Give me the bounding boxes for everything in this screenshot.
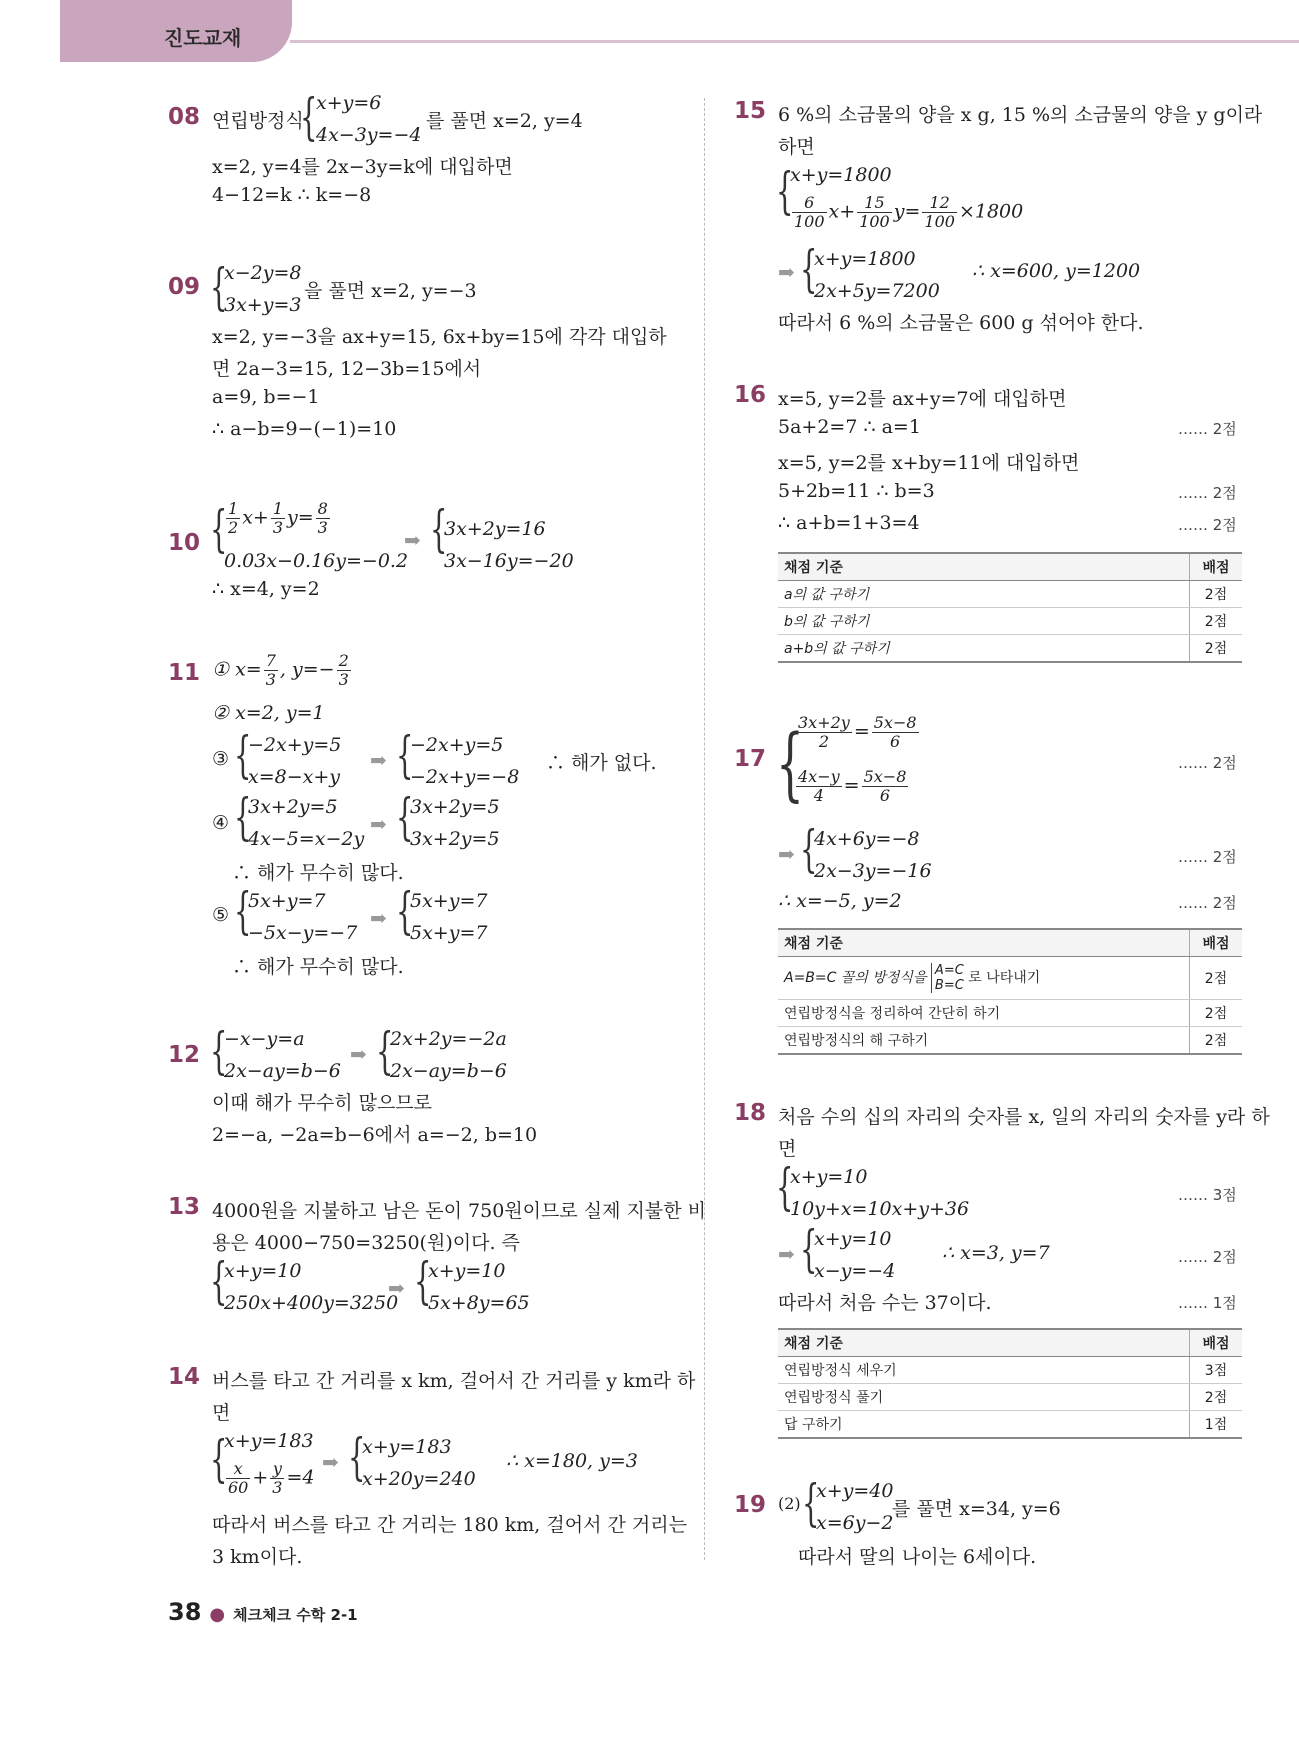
table-header: 배점 bbox=[1190, 929, 1243, 957]
equation: x+20y=240 bbox=[362, 1468, 476, 1490]
brace: { bbox=[348, 1428, 366, 1486]
arrow-icon: ➡ bbox=[370, 812, 387, 836]
problem-number: 10 bbox=[168, 530, 201, 556]
equation: x+y=10 bbox=[814, 1228, 892, 1250]
scoring-table-16 bbox=[778, 552, 1242, 663]
brace: { bbox=[414, 1252, 432, 1310]
text: x=2, y=4를 2x−3y=k에 대입하면 bbox=[212, 156, 513, 178]
brace: { bbox=[396, 726, 414, 784]
footer bbox=[168, 1598, 358, 1626]
text: a=9, b=−1 bbox=[212, 386, 320, 408]
text: 하면 bbox=[778, 136, 815, 158]
text: 4000원을 지불하고 남은 돈이 750원이므로 실제 지불한 비 bbox=[212, 1200, 706, 1222]
arrow-icon: ➡ bbox=[370, 748, 387, 772]
table-row: b의 값 구하기 2점 bbox=[778, 608, 1242, 635]
equation: x=6y−2 bbox=[816, 1512, 894, 1534]
table-row: a의 값 구하기 2점 bbox=[778, 581, 1242, 608]
equation: 2x−ay=b−6 bbox=[390, 1060, 507, 1082]
equation: 4x+6y=−8 bbox=[814, 828, 920, 850]
score-note: …… 2점 bbox=[1178, 420, 1237, 438]
equation: x+y=40 bbox=[816, 1480, 894, 1502]
score-note: …… 3점 bbox=[1178, 1186, 1237, 1204]
equation: −5x−y=−7 bbox=[248, 922, 358, 944]
header-tab-label: 진도교재 bbox=[164, 26, 242, 50]
text: ∴ x=180, y=3 bbox=[506, 1450, 638, 1472]
equation: 3x+2y=5 bbox=[248, 796, 338, 818]
brace: { bbox=[234, 882, 252, 940]
text: 면 bbox=[212, 1402, 231, 1424]
page-number: 38 bbox=[168, 1598, 202, 1626]
table-header: 배점 bbox=[1190, 553, 1243, 581]
problem-number: 08 bbox=[168, 104, 201, 130]
brace: { bbox=[802, 1474, 820, 1532]
problem-number: 13 bbox=[168, 1194, 201, 1220]
text: 를 풀면 x=34, y=6 bbox=[892, 1498, 1061, 1520]
table-header: 채점 기준 bbox=[778, 553, 1190, 581]
brace: { bbox=[776, 1158, 794, 1216]
text: 를 풀면 x=2, y=4 bbox=[426, 110, 583, 132]
brace: { bbox=[776, 162, 794, 220]
arrow-icon: ➡ bbox=[778, 1242, 795, 1266]
arrow-icon: ➡ bbox=[404, 528, 421, 552]
text: 면 bbox=[778, 1138, 797, 1160]
problem-number: 18 bbox=[734, 1100, 767, 1126]
equation: x+y=183 bbox=[362, 1436, 452, 1458]
equation: 3x+2y=16 bbox=[444, 518, 546, 540]
text: 면 2a−3=15, 12−3b=15에서 bbox=[212, 358, 482, 380]
brace: { bbox=[210, 1022, 228, 1080]
equation: x+y=6 bbox=[316, 92, 382, 114]
equation: $\frac{x}{60}$ + $\frac{y}{3}$ =4 bbox=[228, 1459, 315, 1497]
problem-number: 09 bbox=[168, 274, 201, 300]
arrow-icon: ➡ bbox=[778, 842, 795, 866]
text: x=5, y=2를 ax+y=7에 대입하면 bbox=[778, 388, 1067, 410]
scoring-table-18 bbox=[778, 1328, 1242, 1439]
equation: x−y=−4 bbox=[814, 1260, 896, 1282]
table-row: A=B=C 꼴의 방정식을 A=C B=C 로 나타내기 2점 bbox=[778, 957, 1242, 1000]
brace: { bbox=[376, 1022, 394, 1080]
brace: { bbox=[210, 500, 228, 558]
equation: 5x+8y=65 bbox=[428, 1292, 530, 1314]
table-row: 연립방정식의 해 구하기 2점 bbox=[778, 1027, 1242, 1055]
text: 3 km이다. bbox=[212, 1546, 303, 1568]
score-note: …… 2점 bbox=[1178, 484, 1237, 502]
table-row: a+b의 값 구하기 2점 bbox=[778, 635, 1242, 663]
equation: 5x+y=7 bbox=[248, 890, 326, 912]
equation: −2x+y=5 bbox=[248, 734, 342, 756]
score-note: …… 2점 bbox=[1178, 894, 1237, 912]
text: 따라서 버스를 타고 간 거리는 180 km, 걸어서 간 거리는 bbox=[212, 1514, 687, 1536]
choice-3-label: ③ bbox=[212, 748, 230, 770]
brace: { bbox=[776, 717, 804, 810]
equation: 5x+y=7 bbox=[410, 922, 488, 944]
problem-number: 19 bbox=[734, 1492, 767, 1518]
text: ∴ x=−5, y=2 bbox=[778, 890, 902, 912]
text: 따라서 처음 수는 37이다. bbox=[778, 1292, 992, 1314]
score-note: …… 2점 bbox=[1178, 1248, 1237, 1266]
equation: 3x+2y=5 bbox=[410, 828, 500, 850]
text: 5+2b=11 ∴ b=3 bbox=[778, 480, 935, 502]
equation: 10y+x=10x+y+36 bbox=[790, 1198, 970, 1220]
equation: x+y=183 bbox=[224, 1430, 314, 1452]
equation: 2x+5y=7200 bbox=[814, 280, 940, 302]
equation: 4x−3y=−4 bbox=[316, 124, 422, 146]
equation: $\frac{3x+2y}{2}$ = $\frac{5x-8}{6}$ bbox=[798, 713, 917, 751]
problem-number: 12 bbox=[168, 1042, 201, 1068]
equation: 4x−5=x−2y bbox=[248, 828, 365, 850]
table-header: 채점 기준 bbox=[778, 1329, 1190, 1357]
equation: −2x+y=−8 bbox=[410, 766, 520, 788]
equation: −2x+y=5 bbox=[410, 734, 504, 756]
text: 4−12=k ∴ k=−8 bbox=[212, 184, 372, 206]
problem-number: 16 bbox=[734, 382, 767, 408]
brace: { bbox=[396, 788, 414, 846]
equation: −x−y=a bbox=[224, 1028, 305, 1050]
subpart-label: (2) bbox=[778, 1494, 801, 1513]
equation: x+y=1800 bbox=[814, 248, 916, 270]
choice-5-label: ⑤ bbox=[212, 904, 230, 926]
arrow-icon: ➡ bbox=[388, 1276, 405, 1300]
choice-1: ① x= $\frac{7}{3}$ , y=− $\frac{2}{3}$ bbox=[212, 651, 349, 689]
arrow-icon: ➡ bbox=[322, 1450, 339, 1474]
text: ∴ x=3, y=7 bbox=[942, 1242, 1050, 1264]
text: x=5, y=2를 x+by=11에 대입하면 bbox=[778, 452, 1080, 474]
problem-number: 11 bbox=[168, 660, 201, 686]
text: 5a+2=7 ∴ a=1 bbox=[778, 416, 921, 438]
equation: 3x+y=3 bbox=[224, 294, 302, 316]
text: ∴ 해가 없다. bbox=[546, 752, 657, 774]
text: ∴ a+b=1+3=4 bbox=[778, 512, 920, 534]
brace: { bbox=[430, 500, 448, 558]
equation: x+y=10 bbox=[790, 1166, 868, 1188]
text: 따라서 딸의 나이는 6세이다. bbox=[798, 1546, 1037, 1568]
book-title: 체크체크 수학 2-1 bbox=[233, 1606, 358, 1624]
text: 처음 수의 십의 자리의 숫자를 x, 일의 자리의 숫자를 y라 하 bbox=[778, 1106, 1270, 1128]
brace: { bbox=[396, 882, 414, 940]
header-tab bbox=[60, 0, 292, 62]
text: 6 %의 소금물의 양을 x g, 15 %의 소금물의 양을 y g이라 bbox=[778, 104, 1263, 126]
text: 버스를 타고 간 거리를 x km, 걸어서 간 거리를 y km라 하 bbox=[212, 1370, 696, 1392]
table-row: 답 구하기 1점 bbox=[778, 1411, 1242, 1439]
equation: 2x−3y=−16 bbox=[814, 860, 932, 882]
equation: $\frac{4x-y}{4}$ = $\frac{5x-8}{6}$ bbox=[798, 767, 907, 805]
equation: 3x−16y=−20 bbox=[444, 550, 574, 572]
equation: 2x−ay=b−6 bbox=[224, 1060, 341, 1082]
brace: { bbox=[800, 820, 818, 878]
brace: { bbox=[210, 258, 228, 316]
text: ∴ 해가 무수히 많다. bbox=[232, 956, 404, 978]
brace: { bbox=[210, 1252, 228, 1310]
brace: { bbox=[800, 240, 818, 298]
arrow-icon: ➡ bbox=[350, 1042, 367, 1066]
equation: x=8−x+y bbox=[248, 766, 341, 788]
arrow-icon: ➡ bbox=[778, 260, 795, 284]
choice-2: ② x=2, y=1 bbox=[212, 702, 325, 724]
text: x=2, y=−3을 ax+y=15, 6x+by=15에 각각 대입하 bbox=[212, 326, 667, 348]
arrow-icon: ➡ bbox=[370, 906, 387, 930]
problem-number: 14 bbox=[168, 1364, 201, 1390]
text: ∴ a−b=9−(−1)=10 bbox=[212, 418, 397, 440]
score-note: …… 2점 bbox=[1178, 754, 1237, 772]
table-header: 배점 bbox=[1190, 1329, 1243, 1357]
scoring-table-17 bbox=[778, 928, 1242, 1055]
problem-number: 15 bbox=[734, 98, 767, 124]
choice-4-label: ④ bbox=[212, 812, 230, 834]
text: 따라서 6 %의 소금물은 600 g 섞어야 한다. bbox=[778, 312, 1144, 334]
text: 용은 4000−750=3250(원)이다. 즉 bbox=[212, 1232, 520, 1254]
brace: { bbox=[210, 1430, 228, 1488]
equation: $\frac{1}{2}$ x+ $\frac{1}{3}$ y= $\frac{8}{3}$ bbox=[228, 499, 328, 537]
brace: { bbox=[234, 726, 252, 784]
equation: 2x+2y=−2a bbox=[390, 1028, 507, 1050]
brace: { bbox=[234, 788, 252, 846]
equation: x+y=10 bbox=[428, 1260, 506, 1282]
equation: 0.03x−0.16y=−0.2 bbox=[224, 550, 409, 572]
equation: x+y=1800 bbox=[790, 164, 892, 186]
text: 이때 해가 무수히 많으므로 bbox=[212, 1092, 433, 1114]
equation: x+y=10 bbox=[224, 1260, 302, 1282]
score-note: …… 1점 bbox=[1178, 1294, 1237, 1312]
score-note: …… 2점 bbox=[1178, 848, 1237, 866]
text: 연립방정식 bbox=[212, 110, 304, 132]
equation: x−2y=8 bbox=[224, 262, 302, 284]
score-note: …… 2점 bbox=[1178, 516, 1237, 534]
table-row: 연립방정식을 정리하여 간단히 하기 2점 bbox=[778, 1000, 1242, 1027]
equation: 5x+y=7 bbox=[410, 890, 488, 912]
equation: $\frac{6}{100}$ x+ $\frac{15}{100}$ y= $\frac{12}{100}$ ×1800 bbox=[794, 193, 1024, 231]
brace: { bbox=[800, 1220, 818, 1278]
brace: { bbox=[300, 88, 318, 146]
header-line bbox=[290, 40, 1299, 43]
bullet-icon: ● bbox=[209, 1604, 226, 1625]
text: ∴ x=4, y=2 bbox=[212, 578, 320, 600]
equation: 3x+2y=5 bbox=[410, 796, 500, 818]
table-header: 채점 기준 bbox=[778, 929, 1190, 957]
text: ∴ 해가 무수히 많다. bbox=[232, 862, 404, 884]
table-row: 연립방정식 풀기 2점 bbox=[778, 1384, 1242, 1411]
equation: 250x+400y=3250 bbox=[224, 1292, 399, 1314]
column-divider bbox=[704, 98, 705, 1560]
text: ∴ x=600, y=1200 bbox=[972, 260, 1141, 282]
text: 을 풀면 x=2, y=−3 bbox=[304, 280, 477, 302]
text: 2=−a, −2a=b−6에서 a=−2, b=10 bbox=[212, 1124, 538, 1146]
problem-number: 17 bbox=[734, 746, 767, 772]
table-row: 연립방정식 세우기 3점 bbox=[778, 1357, 1242, 1384]
